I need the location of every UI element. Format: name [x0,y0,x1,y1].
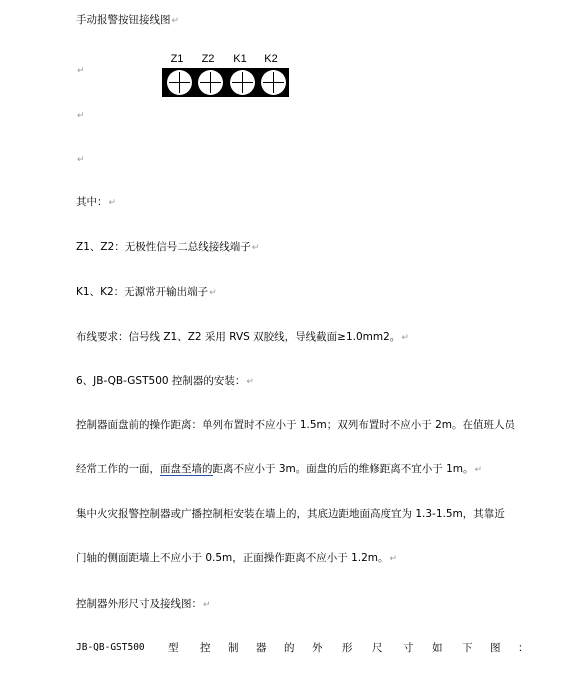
section-heading: 6、JB-QB-GST500 控制器的安装：↵ [76,375,254,387]
text-line: Z1、Z2：无极性信号二总线接线端子↵ [76,241,260,253]
text-line: 控制器面盘前的操作距离：单列布置时不应小于 1.5m；双列布置时不应小于 2m。在值班人员 [76,419,516,431]
terminal-label-k1: K1 [233,53,247,65]
terminal-label-k2: K2 [264,53,278,65]
text-line: 经常工作的一面，面盘至墙的距离不应小于 3m。面盘的后的维修距离不宜小于 1m。↵ [76,463,483,475]
terminal-screw-icon [167,70,192,95]
terminal-screw-icon [198,70,223,95]
model-number: JB-QB-GST500 [76,642,145,653]
terminal-screw-icon [230,70,255,95]
text-line: 门轴的侧面距墙上不应小于 0.5m，正面操作距离不应小于 1.2m。↵ [76,552,398,564]
text-line: K1、K2：无源常开输出端子↵ [76,286,217,298]
paragraph-mark: ↵ [171,16,180,26]
terminal-screw-icon [261,70,286,95]
text-line: 布线要求：信号线 Z1、Z2 采用 RVS 双胶线，导线截面≥1.0mm2。↵ [76,331,409,343]
terminal-label-z1: Z1 [170,53,184,65]
terminal-label-z2: Z2 [201,53,215,65]
text-line: 其中：↵ [76,196,117,208]
text-line: 控制器外形尺寸及接线图：↵ [76,598,211,610]
empty-paragraph: ↵ [77,155,85,165]
underlined-phrase: 面盘至墙的 [160,463,213,475]
text-line: 集中火灾报警控制器或广播控制柜安装在墙上的，其底边距地面高度宜为 1.3-1.5m，其靠近 [76,508,505,520]
empty-paragraph: ↵ [77,66,85,76]
empty-paragraph: ↵ [77,111,85,121]
diagram-title: 手动报警按钮接线图↵ [76,14,180,26]
terminal-block-diagram [162,68,289,97]
